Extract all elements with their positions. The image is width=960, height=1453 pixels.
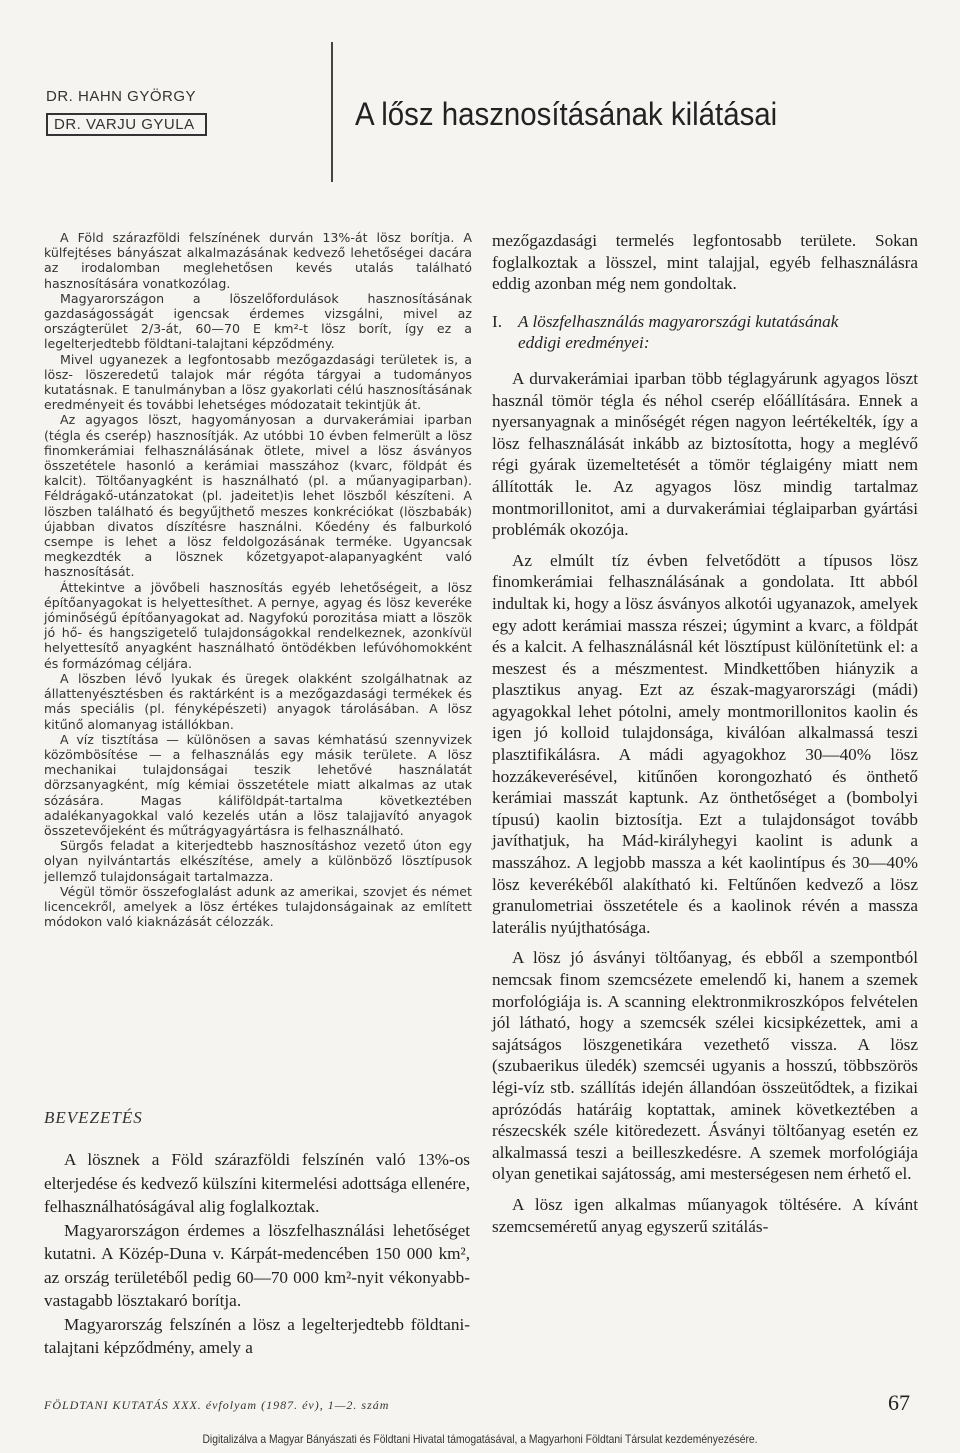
authors: [46, 88, 207, 136]
section-number: I.: [492, 311, 503, 331]
intro-body: [44, 1148, 470, 1360]
abstract-paragraph: A löszben lévő lyukak és üregek olakként szolgálhatnak az állattenyésztésben és raktárként is a mezőgazdasági termékek és más speciális (pl. fényképészeti) anyagok tárolásában. A lösz kitűnő alomanyag istállókban.: [44, 670, 472, 732]
section-title-line-1: A löszfelhasználás magyarországi kutatásának: [518, 311, 839, 331]
abstract-paragraph: Magyarországon a löszelőfordulások hasznosításának gazdaságosságát igencsak érdemes vizsgálni, mivel az országterület 2/3-át, 60—70 E km²-t lösz borít, így ez a legelterjedtebb földtani-talajtani képződmény.: [44, 290, 472, 352]
intro-heading: BEVEZETÉS: [44, 1108, 143, 1127]
continuation-paragraph: mezőgazdasági termelés legfontosabb területe. Sokan foglalkoztak a lösszel, mint talajjal, egyéb felhasználásra eddig azonban még nem gondoltak.: [492, 231, 918, 294]
page-number: 67: [888, 1390, 910, 1415]
abstract-paragraph: Áttekintve a jövőbeli hasznosítás egyéb lehetőségeit, a lösz építőanyagokat is helyettesíthet. A pernye, agyag és lösz keveréke jóminőségű építőanyagokat ad. Nagyfokú porozitása miatt a löszök jó hő- és hangszigetelő tulajdonságokkal rendelkeznek, azonkívül helyettesítő anyagként használható öntödékben lefúvóhomokként és formázómag céljára.: [44, 579, 472, 671]
abstract-paragraph: Az agyagos löszt, hagyományosan a durvakerámiai iparban (tégla és cserép) hasznosítják. Az utóbbi 10 évben felmerült a lösz finomkerámiai felhasználásának ötlete, mivel a lösz ásványos összetétele hasonló a kerámiai masszához (kvarc, földpát és kalcit). Töltőanyagként is használható (pl. a műanyagiparban). Féldrágakő-utánzatokat (pl. jadeitet)is lehet löszből készíteni. A löszben található és begyűjthető meszes konkréciókat (löszbabák) újabban divatos díszítésre használni. Kőedény és falburkoló csempe is lehet a lösz feldolgozásának terméke. Ugyancsak megkezdték a lösznek kőzetgyapot-alapanyagként való hasznosítását.: [44, 412, 472, 580]
section-title-line-2: eddigi eredményei:: [518, 333, 650, 353]
abstract-paragraph: A víz tisztítása — különösen a savas kémhatású szennyvizek közömbösítése — a felhasználás egy másik területe. A lösz mechanikai tulajdonságai teszik lehetővé használatát dörzsanyagként, míg kémiai összetétele miatt alkalmas az utak sózására. Magas káliföldpát-tartalma következtében adalékanyagokkal való kezelés után a lösz talajjavító anyagok összetevőjeként és műtrágyagyártásra is felhasználható.: [44, 731, 472, 838]
section-heading: [492, 311, 918, 354]
journal-footer: FÖLDTANI KUTATÁS XXX. évfolyam (1987. év), 1—2. szám: [44, 1398, 390, 1412]
right-column: [492, 230, 918, 1237]
author-1: DR. HAHN GYÖRGY: [46, 88, 197, 105]
intro-paragraph: Magyarország felszínén a lösz a legelterjedtebb földtani-talajtani képződmény, amely a: [44, 1314, 470, 1357]
intro-paragraph: Magyarországon érdemes a löszfelhasználási lehetőséget kutatni. A Közép-Duna v. Kárpát-medencében 150 000 km², az ország területéből pedig 60—70 000 km²-nyit vékonyabb-vastagabb lösztakaró borítja.: [44, 1220, 470, 1310]
abstract-paragraph: Mivel ugyanezek a legfontosabb mezőgazdasági területek is, a lösz- löszeredetű talajok már régóta tárgyai a tudományos kutatásnak. E tanulmányban a lösz gyakorlati célú hasznosításának eredményeit és további lehetséges módozatait tekintjük át.: [44, 351, 472, 413]
author-2: DR. VARJU GYULA: [46, 113, 207, 136]
header-divider: [331, 42, 333, 182]
abstract-paragraph: Sürgős feladat a kiterjedtebb hasznosításhoz vezető úton egy olyan nyilvántartás elkészítése, amely a különböző lösztípusok jellemző tulajdonságait tartalmazza.: [44, 838, 472, 884]
intro-paragraph: A lösznek a Föld szárazföldi felszínén való 13%-os elterjedése és kedvező külszíni kitermelési adottsága ellenére, felhasználhatóságával alig foglalkoztak.: [44, 1150, 470, 1216]
body-paragraph: A lösz jó ásványi töltőanyag, és ebből a szempontból nemcsak finom szemcsézete emelendő ki, hanem a szemek morfológiája is. A scanning elektronmikroszkópos felvételen jól látható, hogy a szemcsék szélei kicsipkézettek, ami a sajátságos löszgenetikára vezethető vissza. A lösz (szubaerikus üledék) szemcséi ugyanis a hosszú, többszörös légi-víz stb. szállítás idején állandóan összeütődtek, a fizikai aprózódás határáig koptattak, aminek következtében a részecskék széle kitöredezett. Ásványi töltőanyag esetén ez alkalmassá teszi a beilleszkedésre. A szemek morfológiája olyan genetikai sajátosság, ami mesterségesen nem érhető el.: [492, 948, 918, 1184]
body-paragraph: Az elmúlt tíz évben felvetődött a típusos lösz finomkerámiai felhasználásának a gondolata. Itt abból indultak ki, hogy a lösz ásványos alkotói ugyanazok, amelyek egy adott kerámiai massza részei; úgymint a kvarc, a földpát és a kalcit. A felhasználásnál két lösztípust különítetünk el: a meszest és a mészmentest. Mindkettőben hiányzik a plasztikus anyag. Ezt az észak-magyarországi (mádi) agyagokkal lehet pótolni, amely montmorillonitos kaolin és igen jó kolloid tulajdonsága, kiválóan alkalmassá teszi plasztifikálásra. A mádi agyagokhoz 30—40% lösz hozzákeverésével, kitűnően korongozható és önthető kerámiai masszát kaptunk. Az önthetőséget a (bombolyi típusú) kaolin biztosítja. Ezt a tulajdonságot tovább javíthatjuk, ha Mád-királyhegyi kaolint is adunk a masszához. A legjobb massza a két kaolintípus és 30—40% lösz keverékéből alakítható ki. Feltűnően kedvező a lösz granulometriai összetétele és a kaolinok révén a massza laterális nyújthatósága.: [492, 550, 918, 937]
body-paragraph: A lösz igen alkalmas műanyagok töltésére. A kívánt szemcseméretű anyag egyszerű szitálás-: [492, 1194, 918, 1236]
digitization-note: Digitalizálva a Magyar Bányászati és Földtani Hivatal támogatásával, a Magyarhoni Földtani Társulat kezdeményezésére.: [202, 1432, 758, 1446]
abstract-paragraph: Végül tömör összefoglalást adunk az amerikai, szovjet és német licencekről, amelyek a lösz értékes tulajdonságainak az említett módokon való kiaknázását célozzák.: [44, 883, 472, 930]
body-paragraph: A durvakerámiai iparban több téglagyárunk agyagos löszt használ tömör tégla és néhol cserép előállítására. Ennek a nyersanyagnak a minőségét régen nagyon leértékelték, így a lösz felhasználását inkább az biztosította, hogy a meglévő régi gyárak üzemeltetését a tömör téglaigény miatt nem állították le. Az agyagos lösz mindig tartalmaz montmorillonitot, ami a durvakerámiai téglaiparban gyártási problémák okozója.: [492, 368, 918, 540]
abstract: [44, 230, 472, 929]
article-title: A lősz hasznosításának kilátásai: [355, 96, 778, 132]
abstract-paragraph: A Föld szárazföldi felszínének durván 13%-át lösz borítja. A külfejtéses bányászat alkalmazásának kedvező lehetőségei dacára az irodalomban meglehetősen kevés utalás található hasznosítására vonatkozólag.: [44, 230, 472, 291]
